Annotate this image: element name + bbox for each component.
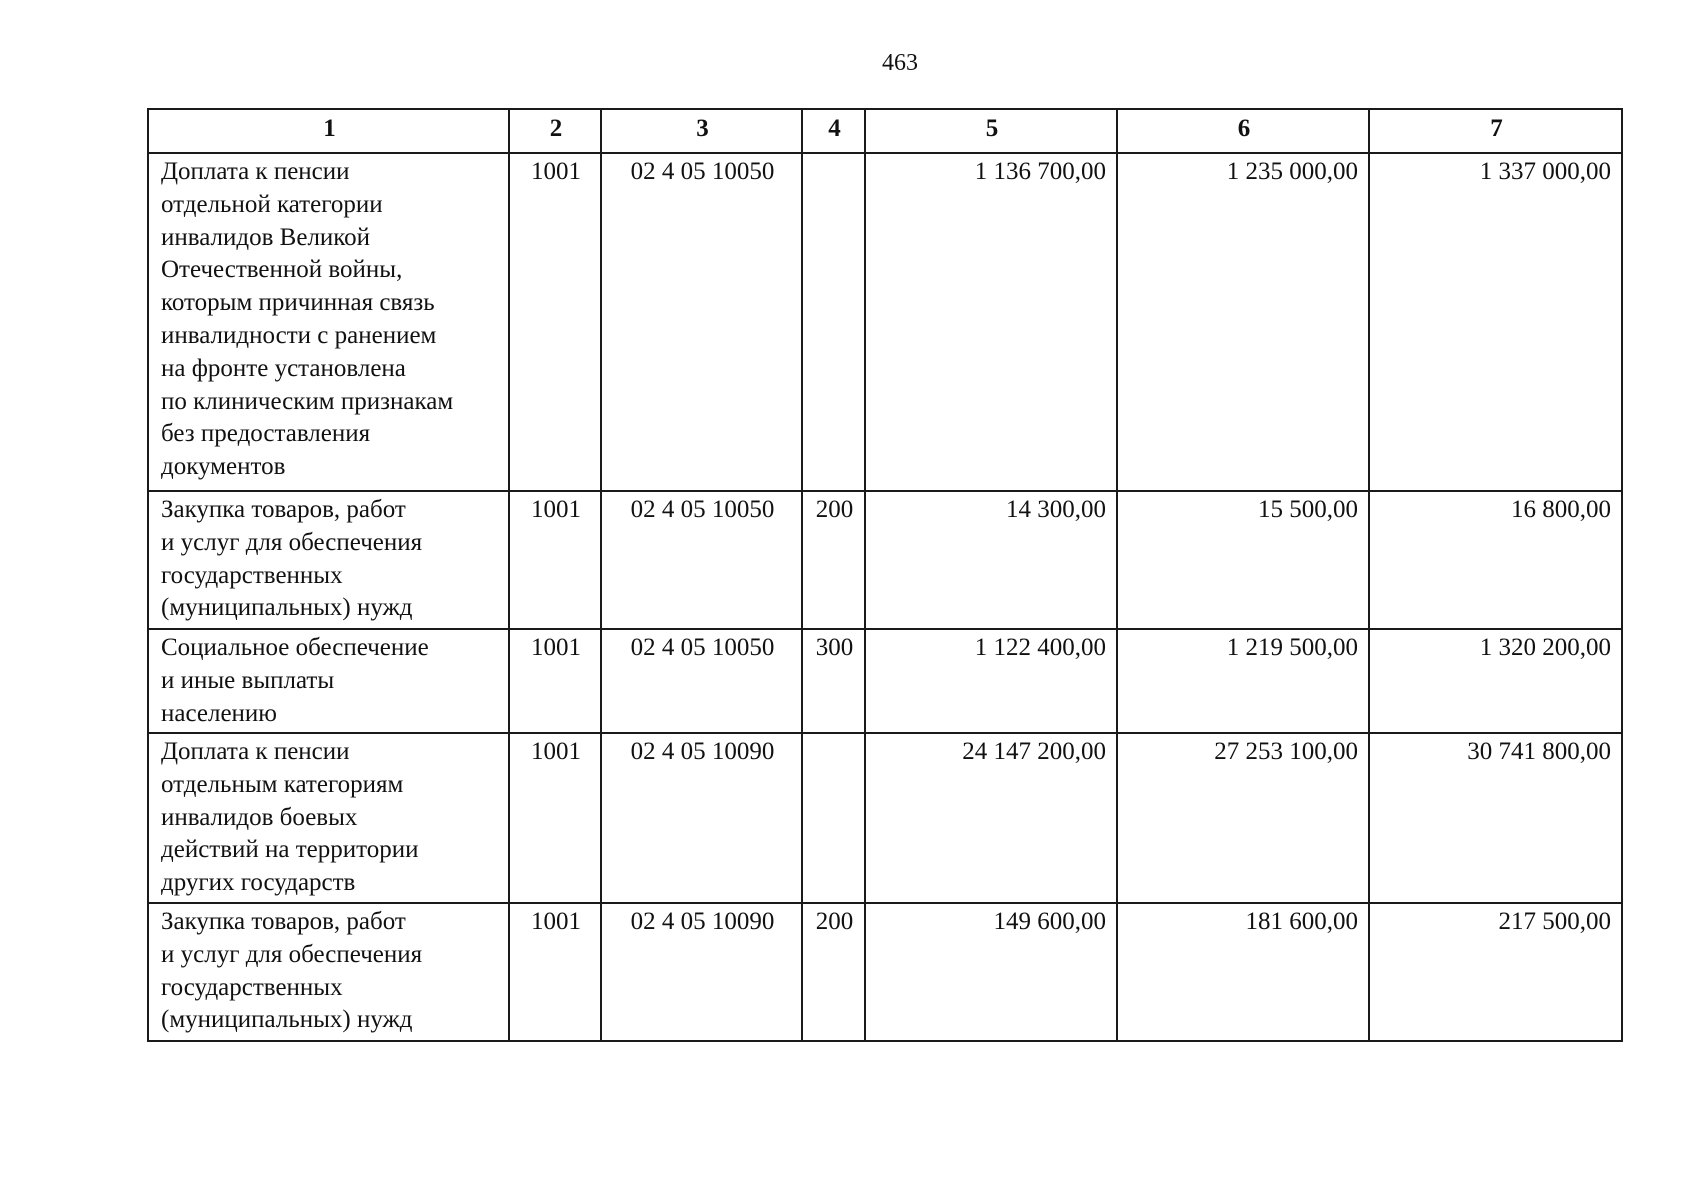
amount-cell-col7: 16 800,00 bbox=[1369, 491, 1622, 629]
column-header-4: 4 bbox=[802, 109, 865, 153]
expense-type-cell: 200 bbox=[802, 491, 865, 629]
amount-cell-col6: 15 500,00 bbox=[1117, 491, 1369, 629]
column-header-6: 6 bbox=[1117, 109, 1369, 153]
section-cell: 1001 bbox=[509, 491, 601, 629]
target-code-cell: 02 4 05 10090 bbox=[601, 903, 802, 1041]
column-header-3: 3 bbox=[601, 109, 802, 153]
page-number: 463 bbox=[882, 50, 918, 76]
section-cell: 1001 bbox=[509, 153, 601, 491]
row-name: Социальное обеспечение и иные выплаты населению bbox=[161, 634, 429, 727]
expense-type-cell bbox=[802, 733, 865, 903]
row-name: Закупка товаров, работ и услуг для обеспечения государственных (муниципальных) нужд bbox=[161, 496, 423, 622]
row-name: Закупка товаров, работ и услуг для обеспечения государственных (муниципальных) нужд bbox=[161, 908, 423, 1034]
row-name-cell bbox=[148, 153, 509, 491]
section-cell: 1001 bbox=[509, 629, 601, 733]
row-name-cell bbox=[148, 903, 509, 1041]
column-header-1: 1 bbox=[148, 109, 509, 153]
amount-cell-col5: 1 122 400,00 bbox=[865, 629, 1117, 733]
amount-cell-col6: 1 235 000,00 bbox=[1117, 153, 1369, 491]
amount-cell-col5: 149 600,00 bbox=[865, 903, 1117, 1041]
target-code-cell: 02 4 05 10050 bbox=[601, 629, 802, 733]
amount-cell-col7: 30 741 800,00 bbox=[1369, 733, 1622, 903]
amount-cell-col7: 1 337 000,00 bbox=[1369, 153, 1622, 491]
column-header-2: 2 bbox=[509, 109, 601, 153]
amount-cell-col5: 1 136 700,00 bbox=[865, 153, 1117, 491]
table-row bbox=[148, 491, 1622, 629]
table-row bbox=[148, 733, 1622, 903]
row-name: Доплата к пенсии отдельной категории инвалидов Великой Отечественной войны, которым причинная связь инвалидности с ранением на фронте установлена по клиническим признакам без предоставления документов bbox=[161, 158, 454, 481]
row-name-cell bbox=[148, 491, 509, 629]
expense-type-cell: 300 bbox=[802, 629, 865, 733]
target-code-cell: 02 4 05 10050 bbox=[601, 153, 802, 491]
column-header-7: 7 bbox=[1369, 109, 1622, 153]
table-header-row bbox=[148, 109, 1622, 153]
row-name-cell bbox=[148, 629, 509, 733]
amount-cell-col5: 14 300,00 bbox=[865, 491, 1117, 629]
expense-type-cell: 200 bbox=[802, 903, 865, 1041]
table-row bbox=[148, 153, 1622, 491]
expense-type-cell bbox=[802, 153, 865, 491]
amount-cell-col6: 1 219 500,00 bbox=[1117, 629, 1369, 733]
section-cell: 1001 bbox=[509, 733, 601, 903]
table-row bbox=[148, 629, 1622, 733]
column-header-5: 5 bbox=[865, 109, 1117, 153]
amount-cell-col7: 1 320 200,00 bbox=[1369, 629, 1622, 733]
section-cell: 1001 bbox=[509, 903, 601, 1041]
table-row bbox=[148, 903, 1622, 1041]
target-code-cell: 02 4 05 10090 bbox=[601, 733, 802, 903]
amount-cell-col7: 217 500,00 bbox=[1369, 903, 1622, 1041]
amount-cell-col6: 181 600,00 bbox=[1117, 903, 1369, 1041]
row-name: Доплата к пенсии отдельным категориям инвалидов боевых действий на территории других государств bbox=[161, 738, 419, 897]
amount-cell-col6: 27 253 100,00 bbox=[1117, 733, 1369, 903]
amount-cell-col5: 24 147 200,00 bbox=[865, 733, 1117, 903]
row-name-cell bbox=[148, 733, 509, 903]
budget-table bbox=[147, 108, 1623, 1042]
target-code-cell: 02 4 05 10050 bbox=[601, 491, 802, 629]
